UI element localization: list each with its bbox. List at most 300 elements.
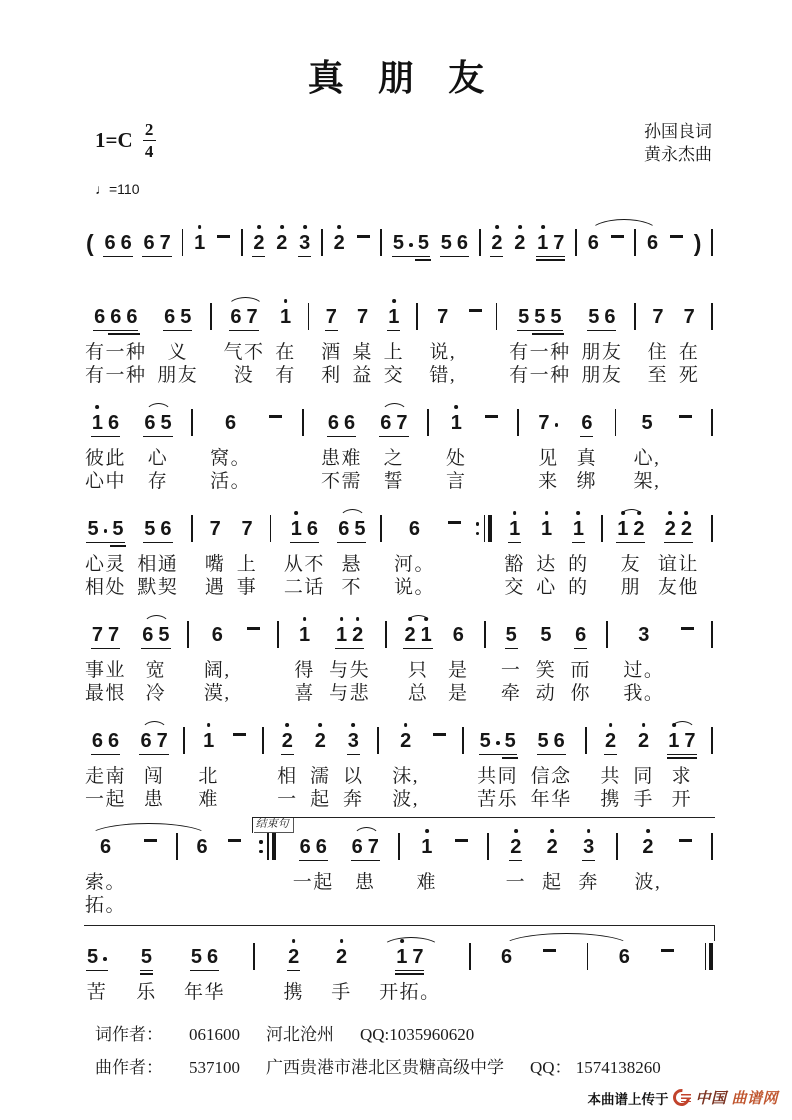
note-digit: 6 bbox=[306, 517, 318, 540]
lyric: 事业 bbox=[85, 659, 127, 681]
lyric: 携 bbox=[600, 788, 621, 810]
dash-prolong bbox=[247, 627, 260, 629]
beam-underline bbox=[143, 436, 172, 438]
note-group bbox=[202, 730, 215, 752]
note-group bbox=[447, 520, 462, 538]
note bbox=[540, 624, 551, 646]
note-column bbox=[489, 223, 504, 263]
note-group bbox=[546, 836, 559, 858]
note-column bbox=[536, 509, 557, 598]
beam-underline bbox=[505, 648, 518, 650]
lyric: 动 bbox=[535, 682, 557, 704]
note bbox=[670, 234, 683, 252]
note bbox=[126, 306, 137, 328]
barline bbox=[711, 229, 713, 256]
note bbox=[581, 412, 592, 434]
dash-prolong bbox=[485, 415, 498, 417]
note-group bbox=[91, 412, 120, 434]
beam-underline bbox=[403, 648, 432, 650]
extra-underline bbox=[548, 333, 564, 335]
note-group bbox=[517, 306, 562, 328]
note-digit: 2 bbox=[633, 517, 645, 540]
beam-underline bbox=[337, 542, 366, 544]
note bbox=[344, 412, 355, 434]
note-column bbox=[448, 615, 469, 704]
note-column bbox=[274, 223, 289, 263]
lyric: 上 bbox=[236, 553, 258, 575]
lyric: 年华 bbox=[530, 788, 572, 810]
bar-column bbox=[633, 223, 637, 263]
note-digit: 7 bbox=[683, 305, 695, 328]
key-signature bbox=[95, 121, 156, 160]
lyric: 苦乐 bbox=[477, 788, 519, 810]
song-title: 真朋友 bbox=[307, 58, 519, 98]
note-digit: 6 bbox=[144, 411, 156, 434]
note-column bbox=[512, 223, 527, 263]
note-digit: 5 bbox=[588, 305, 600, 328]
note-column bbox=[541, 937, 558, 1000]
barline bbox=[182, 229, 184, 256]
lyric: 起 bbox=[310, 788, 331, 810]
music-system bbox=[85, 937, 714, 1003]
note bbox=[326, 306, 337, 328]
lyric: 死 bbox=[678, 364, 700, 386]
lyric: 总 bbox=[407, 682, 429, 704]
lyric: 携 bbox=[283, 981, 304, 1003]
lyric: 你 bbox=[570, 682, 591, 704]
beam-underline bbox=[86, 542, 124, 544]
note bbox=[469, 308, 482, 326]
beam-underline bbox=[667, 757, 696, 759]
note-digit: 1 bbox=[194, 231, 206, 254]
note-digit: 7 bbox=[367, 835, 379, 858]
note-column bbox=[535, 615, 557, 704]
note-digit: 6 bbox=[230, 305, 242, 328]
note-column bbox=[570, 615, 591, 704]
note bbox=[380, 412, 391, 434]
lyric: 益 bbox=[352, 364, 373, 386]
composer-qq: QQ： 1574138260 bbox=[530, 1057, 661, 1077]
note bbox=[276, 232, 287, 254]
beam-underline bbox=[440, 256, 469, 258]
lyric: 患 bbox=[143, 788, 165, 810]
note-digit: 6 bbox=[143, 231, 155, 254]
barline bbox=[585, 727, 587, 754]
lyric: 共 bbox=[600, 765, 621, 787]
lyric: 是 bbox=[448, 659, 469, 681]
note-group bbox=[490, 232, 503, 254]
note bbox=[396, 946, 407, 968]
note-column bbox=[499, 937, 514, 1000]
note bbox=[514, 232, 525, 254]
note bbox=[633, 518, 644, 540]
note-column bbox=[609, 223, 626, 263]
bar-column bbox=[461, 721, 465, 807]
lyric: 一 bbox=[505, 871, 527, 893]
note-group bbox=[542, 948, 557, 966]
note bbox=[143, 232, 154, 254]
barline bbox=[634, 229, 636, 256]
note bbox=[421, 624, 432, 646]
dash-prolong bbox=[611, 235, 624, 237]
dash-prolong bbox=[433, 733, 446, 735]
note bbox=[604, 306, 615, 328]
note-column bbox=[378, 403, 409, 492]
note-group bbox=[646, 232, 659, 254]
note-column bbox=[530, 721, 572, 810]
beam-underline bbox=[537, 754, 566, 756]
note-group bbox=[604, 730, 617, 752]
note bbox=[684, 306, 695, 328]
note bbox=[665, 518, 676, 540]
lyric: 架, bbox=[633, 470, 661, 492]
octave-dot bbox=[425, 829, 429, 833]
note-column bbox=[623, 615, 665, 704]
note bbox=[357, 234, 370, 252]
note bbox=[180, 306, 191, 328]
note bbox=[451, 412, 462, 434]
beam-underline bbox=[379, 436, 408, 438]
note-column bbox=[679, 615, 696, 701]
extra-underline bbox=[110, 545, 126, 547]
note-digit: 3 bbox=[347, 729, 359, 752]
lyric: 阔, bbox=[203, 659, 231, 681]
beam-underline bbox=[298, 256, 311, 258]
note-group bbox=[574, 624, 587, 646]
lyric: 的 bbox=[568, 553, 589, 575]
note bbox=[144, 838, 157, 856]
note-digit: 7 bbox=[553, 231, 565, 254]
note-column bbox=[504, 509, 525, 598]
note-group bbox=[227, 838, 242, 856]
augmentation-dot bbox=[555, 423, 559, 427]
note bbox=[352, 836, 363, 858]
barline bbox=[587, 943, 589, 970]
bar-column bbox=[258, 827, 276, 913]
note-group bbox=[143, 518, 172, 540]
note-group bbox=[139, 730, 168, 752]
lyric: 说。 bbox=[393, 576, 435, 598]
lyric: 河。 bbox=[393, 553, 435, 575]
octave-dot bbox=[303, 617, 307, 621]
note-group bbox=[500, 946, 513, 968]
beam-underline bbox=[479, 754, 517, 756]
note-group bbox=[279, 306, 292, 328]
note-digit: 6 bbox=[581, 411, 593, 434]
note-group bbox=[196, 836, 209, 858]
lyric: 沫, bbox=[392, 765, 420, 787]
note-digit: 5 bbox=[550, 305, 562, 328]
note-digit: 3 bbox=[583, 835, 595, 858]
note-digit: 6 bbox=[452, 623, 464, 646]
beam-underline bbox=[351, 860, 380, 862]
composer-contact bbox=[95, 1053, 792, 1078]
bar-column bbox=[710, 403, 714, 489]
lyric: 年华 bbox=[184, 981, 226, 1003]
note-column bbox=[85, 937, 109, 1003]
lyric: 一起 bbox=[85, 788, 127, 810]
note-group bbox=[651, 306, 664, 328]
lyric: 难 bbox=[416, 871, 438, 893]
bar-column bbox=[710, 297, 714, 383]
beam-underline bbox=[582, 860, 595, 862]
dash-prolong bbox=[670, 235, 683, 237]
note bbox=[194, 232, 205, 254]
note-digit: 6 bbox=[338, 517, 350, 540]
note-group bbox=[327, 412, 356, 434]
note-group bbox=[99, 836, 112, 858]
note bbox=[681, 518, 692, 540]
lyric: 患 bbox=[355, 871, 376, 893]
note-digit: 5 bbox=[144, 517, 156, 540]
bar-column bbox=[384, 615, 388, 701]
note bbox=[92, 412, 103, 434]
note-digit: 6 bbox=[140, 729, 152, 752]
score-header bbox=[95, 121, 712, 167]
barline bbox=[176, 833, 178, 860]
note-column bbox=[535, 223, 566, 263]
note-group bbox=[232, 732, 247, 750]
note-group bbox=[640, 412, 653, 434]
note-column bbox=[693, 223, 703, 263]
note-digit: 6 bbox=[604, 305, 616, 328]
bar-column bbox=[574, 223, 578, 263]
dash-prolong bbox=[448, 521, 461, 523]
lyricist-contact bbox=[95, 1020, 792, 1045]
barline bbox=[575, 229, 577, 256]
bar-column bbox=[276, 615, 280, 701]
lyric: 朋友 bbox=[581, 364, 623, 386]
lyric: 笑 bbox=[535, 659, 557, 681]
note-digit: 5 bbox=[87, 517, 99, 540]
beam-underline bbox=[395, 973, 424, 975]
note-digit: 2 bbox=[253, 231, 265, 254]
note-digit: 7 bbox=[412, 945, 424, 968]
note bbox=[485, 414, 498, 432]
site-name-dark: 中国 bbox=[695, 1090, 727, 1107]
note-column bbox=[195, 827, 210, 913]
note-column bbox=[617, 937, 632, 1000]
barline bbox=[277, 621, 279, 648]
note-digit: 5 bbox=[505, 623, 517, 646]
note-digit: 5 bbox=[540, 623, 552, 646]
note-digit: 6 bbox=[164, 305, 176, 328]
bar-column bbox=[468, 937, 472, 1000]
barline bbox=[711, 621, 713, 648]
octave-dot bbox=[356, 617, 360, 621]
note-column bbox=[431, 721, 448, 807]
note-column bbox=[267, 403, 284, 489]
note-digit: 7 bbox=[538, 411, 550, 434]
lyric: 窝。 bbox=[210, 447, 252, 469]
lyric: 誓 bbox=[383, 470, 405, 492]
augmentation-dot bbox=[104, 529, 108, 533]
note bbox=[409, 518, 420, 540]
composer-label: 曲作者： bbox=[95, 1057, 163, 1077]
composer-credit: 黄永杰曲 bbox=[644, 144, 712, 164]
note-digit: 6 bbox=[91, 729, 103, 752]
note bbox=[92, 730, 103, 752]
note-column bbox=[666, 721, 697, 810]
note bbox=[588, 232, 599, 254]
note bbox=[100, 836, 111, 858]
note-digit: 7 bbox=[652, 305, 664, 328]
ending-phrase-label: 结束句 bbox=[254, 818, 294, 833]
note bbox=[547, 836, 558, 858]
octave-dot bbox=[672, 723, 676, 727]
beam-underline bbox=[139, 754, 168, 756]
note bbox=[681, 626, 694, 644]
barline bbox=[427, 409, 429, 436]
note bbox=[160, 412, 171, 434]
note-column bbox=[277, 721, 298, 810]
bar-column bbox=[182, 721, 186, 807]
lyric: 至 bbox=[647, 364, 669, 386]
note-digit: 7 bbox=[246, 305, 258, 328]
bar-column bbox=[181, 223, 185, 263]
bar-column bbox=[415, 297, 419, 383]
lyric: 波, bbox=[634, 871, 662, 893]
key-label: 1=C bbox=[95, 127, 133, 152]
beam-underline bbox=[508, 542, 521, 544]
note-group bbox=[142, 232, 171, 254]
note-digit: 1 bbox=[290, 517, 302, 540]
note-column bbox=[383, 297, 405, 386]
note-digit: 6 bbox=[142, 623, 154, 646]
lyric: 不 bbox=[341, 576, 363, 598]
octave-dot bbox=[495, 225, 499, 229]
bar-column bbox=[486, 827, 490, 913]
note-column bbox=[542, 827, 563, 913]
note-group bbox=[610, 234, 625, 252]
parenthesis: ( bbox=[86, 229, 94, 256]
note bbox=[108, 412, 119, 434]
note-group bbox=[440, 232, 469, 254]
note bbox=[348, 730, 359, 752]
barline bbox=[270, 515, 272, 542]
note-digit: 6 bbox=[104, 231, 116, 254]
note-column bbox=[678, 297, 700, 386]
note-group bbox=[252, 232, 265, 254]
note-digit: 6 bbox=[315, 835, 327, 858]
lyric: 事 bbox=[236, 576, 258, 598]
octave-dot bbox=[684, 511, 688, 515]
octave-dot bbox=[284, 299, 288, 303]
octave-dot bbox=[340, 939, 344, 943]
lyric: 拓。 bbox=[85, 894, 127, 916]
note-column bbox=[677, 403, 694, 489]
note-digit: 6 bbox=[351, 835, 363, 858]
note-group bbox=[678, 838, 693, 856]
bar-column bbox=[376, 721, 380, 807]
site-name-red: 曲谱网 bbox=[731, 1090, 778, 1107]
note-group bbox=[508, 518, 521, 540]
barline bbox=[253, 943, 255, 970]
note-column bbox=[647, 297, 669, 386]
lyric: 从不 bbox=[283, 553, 325, 575]
note-column bbox=[203, 615, 231, 704]
repeat-dots bbox=[476, 522, 479, 535]
lyric: 北 bbox=[198, 765, 219, 787]
bar-column bbox=[186, 615, 190, 701]
note-column bbox=[215, 223, 232, 263]
extra-underline bbox=[108, 333, 124, 335]
lyric: 处 bbox=[446, 447, 467, 469]
lyric: 心中 bbox=[85, 470, 127, 492]
note bbox=[684, 730, 695, 752]
note bbox=[160, 518, 171, 540]
note bbox=[191, 946, 202, 968]
note-column bbox=[293, 827, 334, 913]
note-group bbox=[436, 306, 449, 328]
note bbox=[144, 412, 155, 434]
lyric: 波, bbox=[392, 788, 420, 810]
note-digit: 6 bbox=[456, 231, 468, 254]
lyric: 之 bbox=[383, 447, 405, 469]
note bbox=[393, 232, 404, 254]
note-digit: 6 bbox=[327, 411, 339, 434]
note-digit: 6 bbox=[120, 231, 132, 254]
bar-column bbox=[615, 827, 619, 913]
note-digit: 6 bbox=[380, 411, 392, 434]
beam-underline bbox=[91, 754, 120, 756]
note bbox=[538, 730, 549, 752]
bar-column bbox=[397, 827, 401, 913]
note-digit: 2 bbox=[642, 835, 654, 858]
lyricist-code: 061600 bbox=[189, 1024, 240, 1044]
note-column bbox=[136, 937, 157, 1003]
note bbox=[140, 730, 151, 752]
note-digit: 5 bbox=[354, 517, 366, 540]
beam-underline bbox=[93, 330, 138, 332]
note-group bbox=[572, 518, 585, 540]
note-digit: 6 bbox=[108, 729, 120, 752]
lyric: 只 bbox=[407, 659, 429, 681]
lyric: 一 bbox=[500, 659, 522, 681]
note-group bbox=[387, 306, 400, 328]
dash-prolong bbox=[217, 235, 230, 237]
barline bbox=[711, 515, 713, 542]
note-column bbox=[355, 223, 372, 263]
note-digit: 5 bbox=[518, 305, 530, 328]
lyric: 求 bbox=[671, 765, 693, 787]
note-group bbox=[229, 306, 258, 328]
beam-underline bbox=[229, 330, 258, 332]
site-logo-icon bbox=[673, 1089, 690, 1106]
lyric: 有一种 bbox=[509, 341, 571, 363]
note-group bbox=[211, 624, 224, 646]
note-column bbox=[85, 223, 95, 263]
note-digit: 1 bbox=[203, 729, 215, 752]
note bbox=[241, 518, 252, 540]
beam-underline bbox=[572, 542, 585, 544]
note bbox=[288, 946, 299, 968]
octave-dot bbox=[514, 829, 518, 833]
note bbox=[647, 232, 658, 254]
note-group bbox=[333, 232, 346, 254]
note-group bbox=[141, 624, 170, 646]
note bbox=[328, 412, 339, 434]
note-group bbox=[379, 412, 408, 434]
octave-dot bbox=[408, 617, 412, 621]
barline bbox=[616, 833, 618, 860]
bar-column bbox=[475, 509, 493, 595]
barline bbox=[601, 515, 603, 542]
note-digit: 5 bbox=[140, 945, 153, 968]
note bbox=[501, 946, 512, 968]
lyric: 嘴 bbox=[204, 553, 226, 575]
note bbox=[583, 836, 594, 858]
